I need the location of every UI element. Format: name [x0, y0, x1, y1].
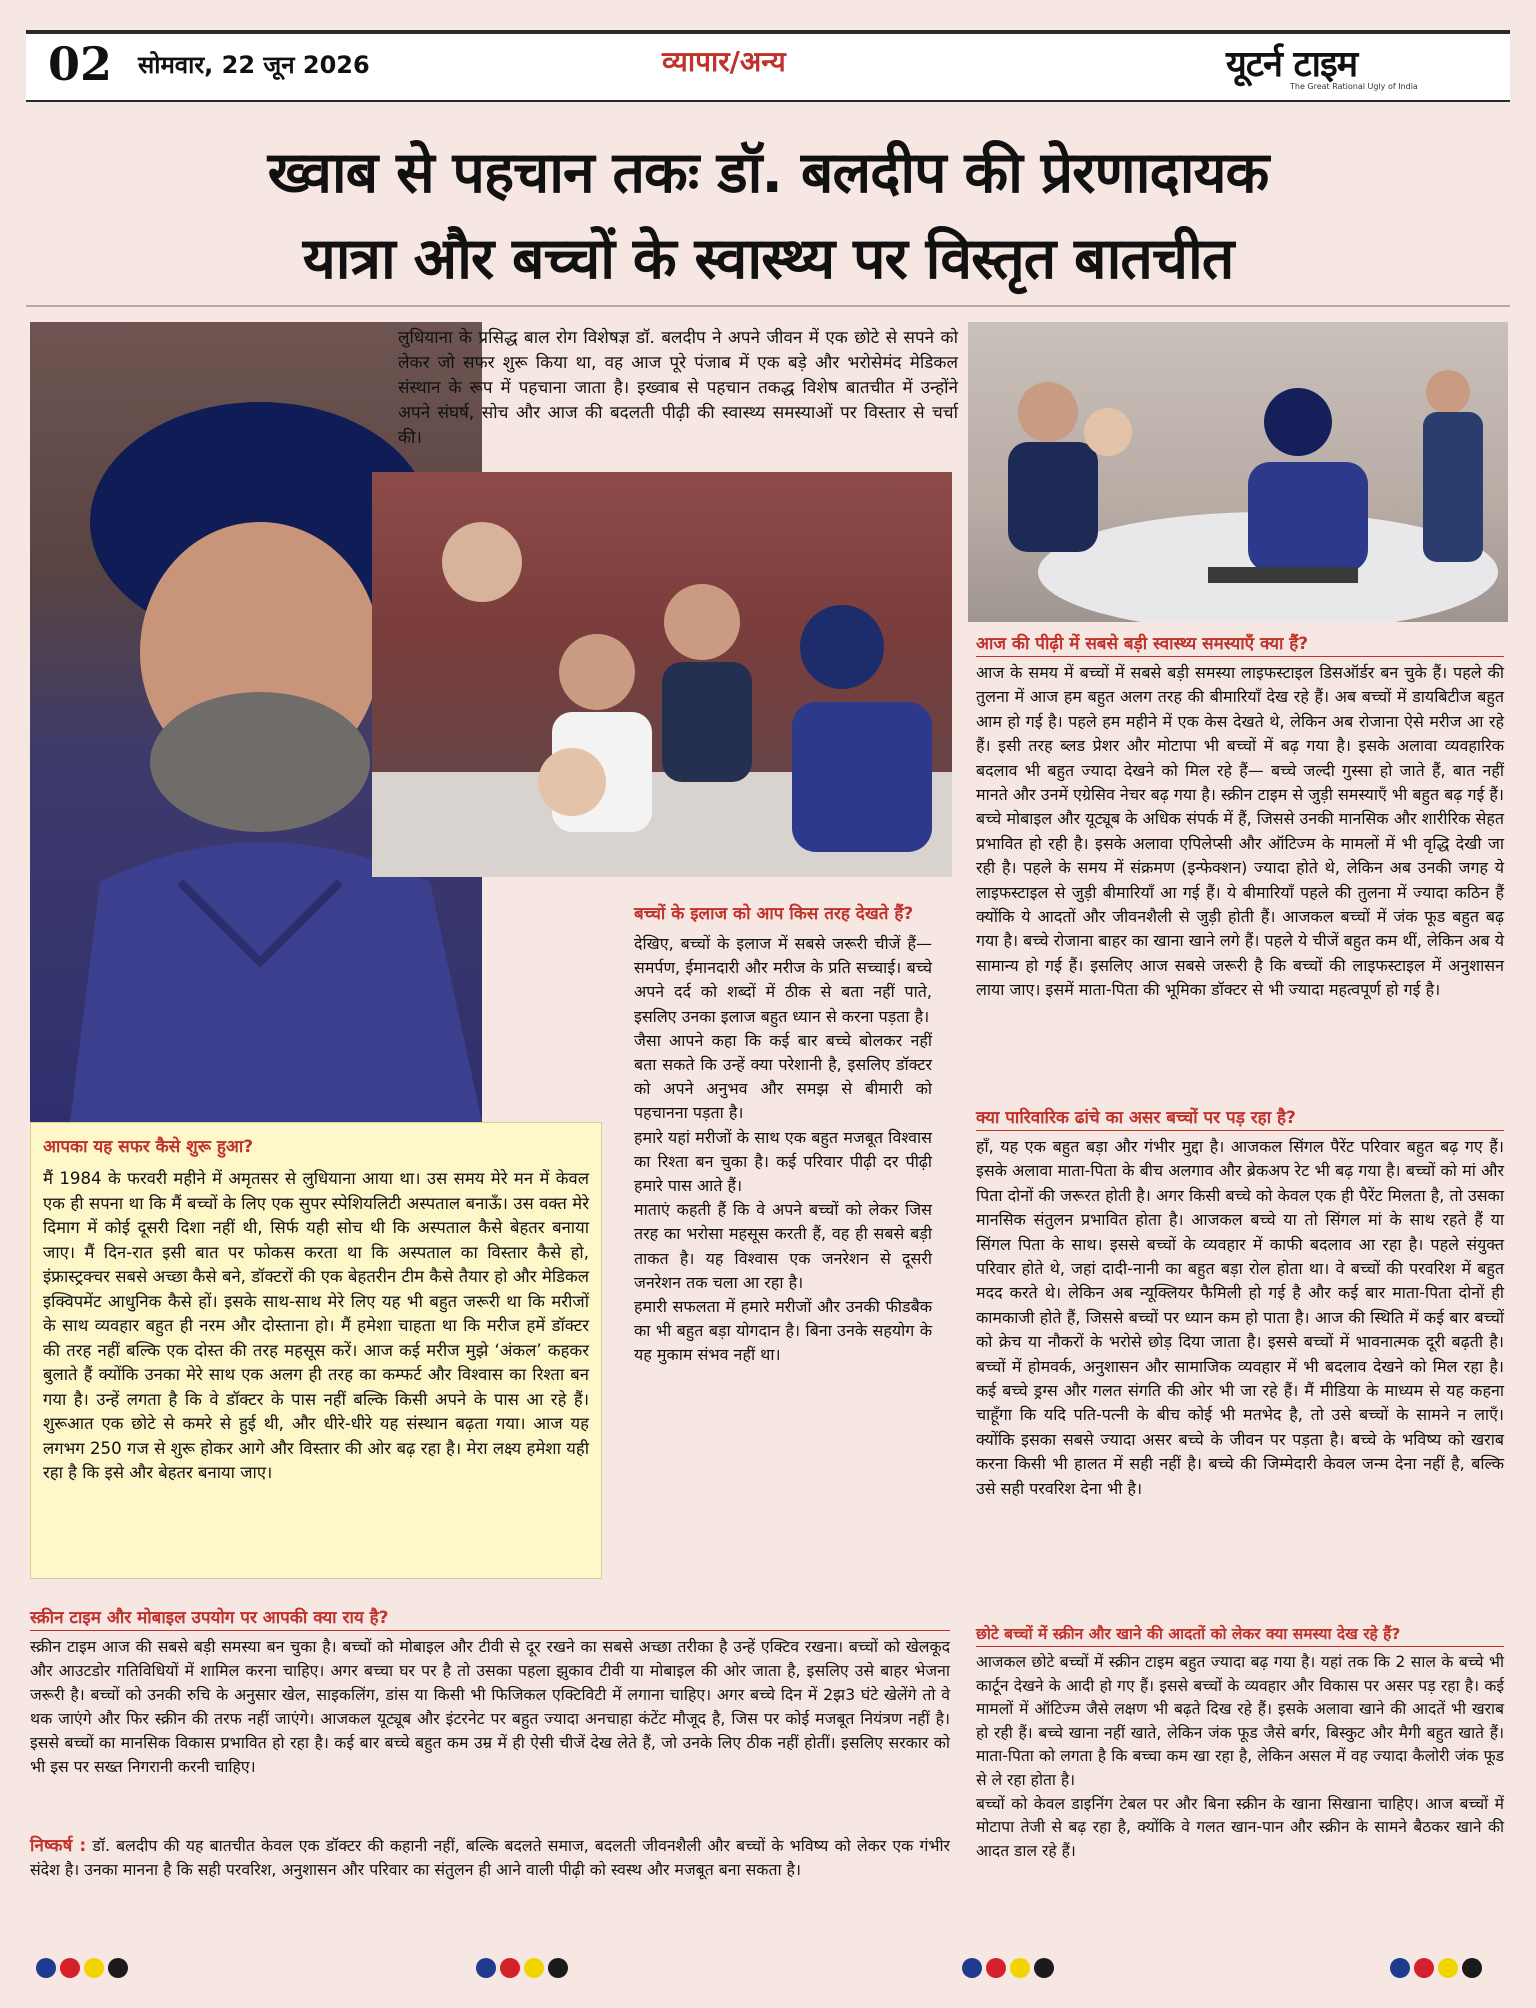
treatment-p4: माताएं कहती हैं कि वे अपने बच्चों को लेकर जिस तरह का भरोसा महसूस करती हैं, वह ही सबसे बड़ी ताकत है। यह विश्वास एक जनरेशन से दूसरी जनरेशन तक चला आ रहा है। — [634, 1200, 932, 1292]
small-children-answer-2: बच्चों को केवल डाइनिंग टेबल पर और बिना स्क्रीन के खाना सिखाना चाहिए। आज बच्चों में मोटापा तेजी से बढ़ रहा है, क्योंकि वे गलत खान-पान और स्क्रीन के सामने बैठकर खाने की आदत डाल रहे हैं। — [976, 1794, 1504, 1860]
family-answer: हाँ, यह एक बहुत बड़ा और गंभीर मुद्दा है। आजकल सिंगल पैरेंट परिवार बहुत बढ़ गए हैं। इसके अलावा माता-पिता के बीच अलगाव और ब्रेकअप रेट भी बढ़ गया है। बच्चों को मां और पिता दोनों की जरूरत होती है। अगर किसी बच्चे को केवल एक ही पैरेंट मिलता है, तो उसका मानसिक संतुलन प्रभावित होता है। आजकल बच्चे या तो सिंगल मां के साथ रहते हैं या सिंगल पिता के साथ। इससे बच्चों के व्यवहार में काफी बदलाव आ रहा है। पहले संयुक्त परिवार होते थे, जहां दादी-नानी का बहुत बड़ा रोल होता था। वे बच्चों की परवरिश में बहुत मदद करते थे। लेकिन अब न्यूक्लियर फैमिली हो गई है और कई बार माता-पिता दोनों ही कामकाजी होते हैं, जिससे बच्चों पर ध्यान कम हो पाता है। आज की स्थिति में कई बार बच्चों को क्रेच या नौकरों के भरोसे छोड़ दिया जाता है। इससे बच्चों में भावनात्मक दूरी बढ़ती है। बच्चों में होमवर्क, अनुशासन और सामाजिक व्यवहार में भी बदलाव देखने को मिल रहा है। कई बच्चे ड्रग्स और गलत संगति की ओर भी जा रहे हैं। मैं मीडिया के माध्यम से यह कहना चाहूँगा कि यदि पति-पत्नी के बीच कोई भी मतभेद है, तो उसे बच्चों के सामने न लाएँ। क्योंकि इसका सबसे ज्यादा असर बच्चे के जीवन पर पड़ता है। बच्चे के भविष्य को खराब करना किसी भी हालत में सही नहीं है। बच्चे की जिम्मेदारी केवल जन्म देना नहीं है, बल्कि उसे सही परवरिश देना भी है। — [976, 1137, 1504, 1498]
register-dot — [548, 1958, 568, 1978]
family-section — [976, 1106, 1504, 1501]
conclusion-label: निष्कर्ष : — [30, 1836, 87, 1856]
treatment-p2: जैसा आपने कहा कि कई बार बच्चे बोलकर नहीं बता सकते कि उन्हें क्या परेशानी है, इसलिए डॉक्टर को अपने अनुभव और समझ से बीमारी को पहचानना पड़ता है। — [634, 1030, 932, 1123]
generation-answer: आज के समय में बच्चों में सबसे बड़ी समस्या लाइफस्टाइल डिसऑर्डर बन चुके हैं। पहले की तुलना में आज हम बहुत अलग तरह की बीमारियाँ देख रहे हैं। अब बच्चों में डायबिटीज बहुत आम हो गई है। पहले हम महीने में एक केस देखते थे, लेकिन अब रोजाना ऐसे मरीज आ रहे हैं। इसी तरह ब्लड प्रेशर और मोटापा भी बच्चों में बढ़ गया है। इसके अलावा व्यवहारिक बदलाव भी बहुत ज्यादा देखने को मिल रहे हैं— बच्चे जल्दी गुस्सा हो जाते हैं, बात नहीं मानते और उनमें एग्रेसिव नेचर बढ़ गया है। स्क्रीन टाइम से जुड़ी समस्याएँ भी बहुत बढ़ गई हैं। बच्चे मोबाइल और यूट्यूब के अधिक संपर्क में हैं, जिससे उनकी मानसिक और शारीरिक सेहत प्रभावित हो रही है। इसके अलावा एपिलेप्सी और ऑटिज्म के मामलों में भी वृद्धि देखी जा रही है। पहले के समय में संक्रमण (इन्फेक्शन) ज्यादा होते थे, लेकिन अब उनकी जगह ये लाइफस्टाइल से जुड़ी बीमारियाँ आ गई हैं। ये बीमारियाँ पहले की तुलना में ज्यादा कठिन हैं क्योंकि ये आदतों और जीवनशैली से जुड़ी होती हैं। आजकल बच्चों में जंक फूड बहुत बढ़ गया है। बच्चे रोजाना बाहर का खाना खाने लगे हैं। पहले ये चीजें बहुत कम थीं, लेकिन अब ये सामान्य हो गई हैं। इसलिए आज सबसे जरूरी है कि बच्चों की लाइफस्टाइल में अनुशासन लाया जाए। इसमें माता-पिता की भूमिका डॉक्टर से भी ज्यादा महत्वपूर्ण हो गई है। — [976, 663, 1504, 1000]
register-dot — [1438, 1958, 1458, 1978]
vaccination-illustration — [372, 472, 952, 877]
clinic-vaccination-photo — [372, 472, 952, 877]
register-dot — [60, 1958, 80, 1978]
consultation-photo — [968, 322, 1508, 622]
register-dot — [476, 1958, 496, 1978]
register-dot — [36, 1958, 56, 1978]
journey-box — [30, 1122, 602, 1579]
register-dots-right — [1390, 1958, 1486, 1980]
register-dots-center — [476, 1958, 572, 1980]
page-number: 02 — [48, 37, 113, 91]
consultation-illustration — [968, 322, 1508, 622]
register-dot — [1414, 1958, 1434, 1978]
headline-divider — [26, 305, 1510, 307]
small-children-answer: आजकल छोटे बच्चों में स्क्रीन टाइम बहुत ज्यादा बढ़ गया है। यहां तक कि 2 साल के बच्चे भी कार्टून देखने के आदी हो गए हैं। इससे बच्चों के व्यवहार और विकास पर असर पड़ रहा है। कई मामलों में ऑटिज्म जैसे लक्षण भी बढ़ते दिख रहे हैं। इसके अलावा खाने की आदतें भी खराब हो रही हैं। बच्चे खाना नहीं खाते, लेकिन जंक फूड जैसे बर्गर, बिस्कुट और मैगी बहुत खाते हैं। माता-पिता को लगता है कि बच्चा कम खा रहा है, लेकिन असल में वह ज्यादा कैलोरी जंक फूड से ले रहा होता है। — [976, 1653, 1504, 1789]
logo-tagline: The Great Rational Ugly of India — [1290, 82, 1418, 91]
headline — [30, 130, 1506, 302]
logo-wordmark: यूटर्न टाइम — [1226, 44, 1358, 85]
treatment-p1: देखिए, बच्चों के इलाज में सबसे जरूरी चीजें हैं— समर्पण, ईमानदारी और मरीज के प्रति सच्चाई। बच्चे अपने दर्द को शब्दों में ठीक से बता नहीं पाते, इसलिए उनका इलाज बहुत ध्यान से करना पड़ता है। — [634, 934, 932, 1026]
screen-time-section — [30, 1606, 950, 1779]
treatment-p5: हमारी सफलता में हमारे मरीजों और उनकी फीडबैक का भी बहुत बड़ा योगदान है। बिना उनके सहयोग के यह मुकाम संभव नहीं था। — [634, 1297, 932, 1365]
register-dots-right-center — [962, 1958, 1058, 1980]
journey-answer: मैं 1984 के फरवरी महीने में अमृतसर से लुधियाना आया था। उस समय मेरे मन में केवल एक ही सपना था कि मैं बच्चों के लिए एक सुपर स्पेशियलिटी अस्पताल बनाऊँ। उस वक्त मेरे दिमाग में कोई दूसरी दिशा नहीं थी, सिर्फ यही सोच थी कि अस्पताल कैसे बेहतर बनाया जाए। मैं दिन-रात इसी बात पर फोकस करता था कि अस्पताल का विस्तार कैसे हो, इंफ्रास्ट्रक्चर सबसे अच्छा कैसे बने, डॉक्टरों की एक बेहतरीन टीम कैसे तैयार हो और मेडिकल इक्विपमेंट आधुनिक कैसे हों। इसके साथ-साथ मेरे लिए यह भी बहुत जरूरी था कि मरीजों के साथ व्यवहार बहुत ही नरम और दोस्ताना हो। मैं हमेशा चाहता था कि मरीज हमें डॉक्टर की तरह नहीं बल्कि एक दोस्त की तरह महसूस करें। आज कई मरीज मुझे ‘अंकल’ कहकर बुलाते हैं क्योंकि उनका मेरे साथ एक अलग ही तरह का कम्फर्ट और विश्वास का रिश्ता बन गया है। उन्हें लगता है कि वे डॉक्टर के पास नहीं बल्कि किसी अपने के पास आ रहे हैं। शुरूआत एक छोटे से कमरे से हुई थी, और धीरे-धीरे यह संस्थान बढ़ता गया। आज यह लगभग 250 गज से शुरू होकर आगे और विस्तार की ओर बढ़ रहा है। मेरा लक्ष्य हमेशा यही रहा है कि इसे और बेहतर बनाया जाए। — [43, 1169, 589, 1482]
register-dots-left — [36, 1958, 132, 1980]
masthead-logo — [1218, 38, 1486, 96]
register-dot — [108, 1958, 128, 1978]
treatment-p3: हमारे यहां मरीजों के साथ एक बहुत मजबूत विश्वास का रिश्ता बन चुका है। कई परिवार पीढ़ी दर पीढ़ी हमारे पास आते हैं। — [634, 1127, 932, 1196]
conclusion-section — [30, 1834, 950, 1882]
headline-line-2: यात्रा और बच्चों के स्वास्थ्य पर विस्तृत बातचीत — [302, 226, 1234, 292]
register-dot — [1010, 1958, 1030, 1978]
small-children-section — [976, 1622, 1504, 1863]
treatment-question: बच्चों के इलाज को आप किस तरह देखते हैं? — [634, 904, 914, 924]
register-dot — [1034, 1958, 1054, 1978]
section-label: व्यापार/अन्य — [662, 45, 786, 78]
journey-question: आपका यह सफर कैसे शुरू हुआ? — [43, 1137, 254, 1157]
register-dot — [524, 1958, 544, 1978]
family-question: क्या पारिवारिक ढांचे का असर बच्चों पर पड़ रहा है? — [976, 1106, 1504, 1131]
register-dot — [1390, 1958, 1410, 1978]
generation-question: आज की पीढ़ी में सबसे बड़ी स्वास्थ्य समस्याएँ क्या हैं? — [976, 632, 1504, 657]
intro-paragraph: लुधियाना के प्रसिद्ध बाल रोग विशेषज्ञ डॉ. बलदीप ने अपने जीवन में एक छोटे से सपने को लेकर जो सफर शुरू किया था, वह आज पूरे पंजाब में एक बड़े और भरोसेमंद मेडिकल संस्थान के रूप में पहचाना जाता है। इख्वाब से पहचान तकद्ध विशेष बातचीत में उन्होंने अपने संघर्ष, सोच और आज की बदलती पीढ़ी की स्वास्थ्य समस्याओं पर विस्तार से चर्चा की। — [398, 328, 958, 448]
generation-section — [976, 632, 1504, 1003]
treatment-section — [634, 902, 932, 1368]
register-dot — [500, 1958, 520, 1978]
register-dot — [962, 1958, 982, 1978]
register-dot — [84, 1958, 104, 1978]
register-dot — [1462, 1958, 1482, 1978]
screen-time-answer: स्क्रीन टाइम आज की सबसे बड़ी समस्या बन चुका है। बच्चों को मोबाइल और टीवी से दूर रखने का सबसे अच्छा तरीका है उन्हें एक्टिव रखना। बच्चों को खेलकूद और आउटडोर गतिविधियों में शामिल करना चाहिए। अगर बच्चा घर पर है तो उसका पहला झुकाव टीवी या मोबाइल की ओर जाता है, इसलिए उसे बाहर भेजना जरूरी है। बच्चों को उनकी रुचि के अनुसार खेल, साइकलिंग, डांस या किसी भी फिजिकल एक्टिविटी में लगाना चाहिए। अगर बच्चे दिन में 2झ3 घंटे खेलेंगे तो वे थक जाएंगे और फिर स्क्रीन की तरफ नहीं जाएंगे। आजकल यूट्यूब और इंटरनेट पर बहुत ज्यादा अनचाहा कंटेंट मौजूद है, जिस पर कोई मजबूत नियंत्रण नहीं है। इससे बच्चों का मानसिक विकास प्रभावित हो रहा है। कई बार बच्चे बहुत कम उम्र में ही ऐसी चीजें देख लेते हैं, जो उनके लिए ठीक नहीं होतीं। इसलिए सरकार को भी इस पर सख्त निगरानी करनी चाहिए। — [30, 1637, 950, 1776]
screen-time-question: स्क्रीन टाइम और मोबाइल उपयोग पर आपकी क्या राय है? — [30, 1606, 950, 1631]
conclusion-text: डॉ. बलदीप की यह बातचीत केवल एक डॉक्टर की कहानी नहीं, बल्कि बदलते समाज, बदलती जीवनशैली और बच्चों के भविष्य को लेकर एक गंभीर संदेश है। उनका मानना है कि सही परवरिश, अनुशासन और परिवार का संतुलन ही आने वाली पीढ़ी को स्वस्थ और मजबूत बना सकता है। — [30, 1836, 950, 1879]
issue-date: सोमवार, 22 जून 2026 — [138, 51, 370, 79]
register-dot — [986, 1958, 1006, 1978]
headline-line-1: ख्वाब से पहचान तकः डॉ. बलदीप की प्रेरणादायक — [267, 140, 1269, 206]
small-children-question: छोटे बच्चों में स्क्रीन और खाने की आदतों को लेकर क्या समस्या देख रहे हैं? — [976, 1622, 1504, 1647]
